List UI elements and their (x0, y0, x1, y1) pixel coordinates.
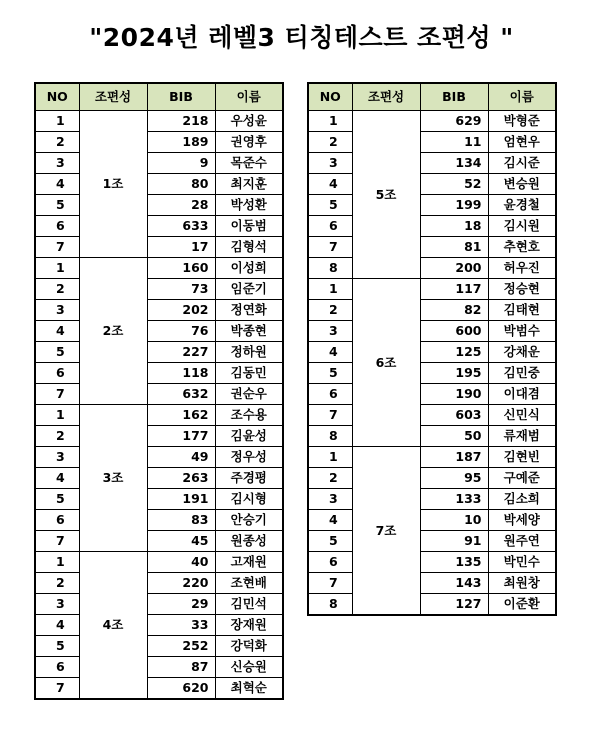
participant-name: 강덕화 (215, 636, 283, 657)
participant-name: 김민중 (488, 363, 556, 384)
header-row (308, 83, 556, 111)
header-bib: BIB (420, 83, 488, 111)
table-row (35, 447, 283, 468)
bib-number: 127 (420, 594, 488, 616)
participant-name: 박종현 (215, 321, 283, 342)
table-row (308, 237, 556, 258)
row-number: 2 (35, 426, 79, 447)
row-number: 4 (35, 321, 79, 342)
bib-number: 17 (147, 237, 215, 258)
participant-name: 원종성 (215, 531, 283, 552)
row-number: 1 (35, 405, 79, 426)
bib-number: 190 (420, 384, 488, 405)
row-number: 5 (35, 636, 79, 657)
row-number: 6 (35, 510, 79, 531)
row-number: 3 (35, 153, 79, 174)
participant-name: 주경평 (215, 468, 283, 489)
row-number: 4 (308, 174, 352, 195)
participant-name: 류재범 (488, 426, 556, 447)
bib-number: 632 (147, 384, 215, 405)
table-row (35, 552, 283, 573)
participant-name: 박범수 (488, 321, 556, 342)
bib-number: 189 (147, 132, 215, 153)
table-row (35, 216, 283, 237)
participant-name: 정우성 (215, 447, 283, 468)
table-row (35, 657, 283, 678)
row-number: 8 (308, 594, 352, 616)
group-label: 2조 (79, 258, 147, 405)
table-row (35, 636, 283, 657)
table-row (35, 132, 283, 153)
participant-name: 권영후 (215, 132, 283, 153)
table-row (35, 342, 283, 363)
row-number: 1 (35, 111, 79, 132)
table-row (308, 153, 556, 174)
table-row (308, 132, 556, 153)
row-number: 3 (308, 489, 352, 510)
row-number: 2 (35, 279, 79, 300)
participant-name: 김시원 (488, 216, 556, 237)
table-row (308, 258, 556, 279)
bib-number: 80 (147, 174, 215, 195)
bib-number: 252 (147, 636, 215, 657)
row-number: 3 (308, 321, 352, 342)
table-row (35, 489, 283, 510)
bib-number: 202 (147, 300, 215, 321)
row-number: 3 (308, 153, 352, 174)
row-number: 1 (308, 111, 352, 132)
table-row (35, 573, 283, 594)
row-number: 2 (35, 573, 79, 594)
row-number: 5 (35, 342, 79, 363)
participant-name: 변승원 (488, 174, 556, 195)
row-number: 6 (308, 216, 352, 237)
row-number: 5 (35, 489, 79, 510)
participant-name: 조수용 (215, 405, 283, 426)
header-name: 이름 (215, 83, 283, 111)
group-label: 1조 (79, 111, 147, 258)
header-no: NO (35, 83, 79, 111)
table-row (35, 237, 283, 258)
participant-name: 우성윤 (215, 111, 283, 132)
bib-number: 199 (420, 195, 488, 216)
bib-number: 95 (420, 468, 488, 489)
bib-number: 73 (147, 279, 215, 300)
row-number: 1 (308, 279, 352, 300)
bib-number: 50 (420, 426, 488, 447)
row-number: 1 (308, 447, 352, 468)
table-row (35, 531, 283, 552)
participant-name: 고재원 (215, 552, 283, 573)
participant-name: 엄현우 (488, 132, 556, 153)
row-number: 6 (308, 552, 352, 573)
bib-number: 143 (420, 573, 488, 594)
header-row (35, 83, 283, 111)
table-row (35, 321, 283, 342)
row-number: 7 (35, 678, 79, 700)
bib-number: 76 (147, 321, 215, 342)
row-number: 4 (35, 615, 79, 636)
bib-number: 118 (147, 363, 215, 384)
row-number: 4 (35, 174, 79, 195)
table-row (35, 363, 283, 384)
table-row (35, 195, 283, 216)
table-row (35, 174, 283, 195)
bib-number: 87 (147, 657, 215, 678)
participant-name: 김소희 (488, 489, 556, 510)
participant-name: 최원창 (488, 573, 556, 594)
bib-number: 160 (147, 258, 215, 279)
participant-name: 김현빈 (488, 447, 556, 468)
table-row (308, 468, 556, 489)
table-row (35, 405, 283, 426)
table-row (35, 258, 283, 279)
bib-number: 200 (420, 258, 488, 279)
row-number: 2 (35, 132, 79, 153)
table-row (308, 363, 556, 384)
page-title: "2024년 레벨3 티칭테스트 조편성 " (89, 23, 514, 52)
participant-name: 권순우 (215, 384, 283, 405)
table-row (35, 153, 283, 174)
row-number: 7 (308, 405, 352, 426)
table-row (308, 321, 556, 342)
bib-number: 33 (147, 615, 215, 636)
header-group: 조편성 (352, 83, 420, 111)
table-row (308, 342, 556, 363)
group-label: 7조 (352, 447, 420, 616)
row-number: 6 (35, 657, 79, 678)
row-number: 8 (308, 426, 352, 447)
group-label: 5조 (352, 111, 420, 279)
table-row (35, 426, 283, 447)
row-number: 5 (308, 363, 352, 384)
row-number: 6 (308, 384, 352, 405)
bib-number: 135 (420, 552, 488, 573)
participant-name: 김시형 (215, 489, 283, 510)
table-row (308, 552, 556, 573)
row-number: 7 (308, 237, 352, 258)
table-row (308, 531, 556, 552)
row-number: 2 (308, 468, 352, 489)
bib-number: 220 (147, 573, 215, 594)
row-number: 7 (35, 384, 79, 405)
participant-name: 김태현 (488, 300, 556, 321)
bib-number: 10 (420, 510, 488, 531)
participant-name: 조현배 (215, 573, 283, 594)
table-row (35, 468, 283, 489)
participant-name: 정하원 (215, 342, 283, 363)
row-number: 3 (35, 594, 79, 615)
participant-name: 원주연 (488, 531, 556, 552)
bib-number: 83 (147, 510, 215, 531)
table-row (35, 384, 283, 405)
roster-table-left (34, 82, 284, 700)
table-row (35, 615, 283, 636)
header-no: NO (308, 83, 352, 111)
row-number: 4 (308, 510, 352, 531)
table-row (308, 489, 556, 510)
table-row (308, 405, 556, 426)
participant-name: 목준수 (215, 153, 283, 174)
group-label: 4조 (79, 552, 147, 700)
bib-number: 29 (147, 594, 215, 615)
bib-number: 629 (420, 111, 488, 132)
table-row (308, 510, 556, 531)
participant-name: 박성환 (215, 195, 283, 216)
table-row (308, 426, 556, 447)
participant-name: 박민수 (488, 552, 556, 573)
participant-name: 김동민 (215, 363, 283, 384)
table-row (35, 510, 283, 531)
row-number: 4 (35, 468, 79, 489)
bib-number: 227 (147, 342, 215, 363)
roster-body (35, 111, 283, 700)
roster-body (308, 111, 556, 616)
row-number: 5 (308, 531, 352, 552)
participant-name: 추현호 (488, 237, 556, 258)
participant-name: 이대겸 (488, 384, 556, 405)
bib-number: 134 (420, 153, 488, 174)
participant-name: 김민석 (215, 594, 283, 615)
row-number: 6 (35, 363, 79, 384)
row-number: 2 (308, 300, 352, 321)
table-row (308, 573, 556, 594)
bib-number: 600 (420, 321, 488, 342)
bib-number: 633 (147, 216, 215, 237)
participant-name: 신승원 (215, 657, 283, 678)
table-row (35, 279, 283, 300)
table-row (308, 111, 556, 132)
bib-number: 11 (420, 132, 488, 153)
participant-name: 구예준 (488, 468, 556, 489)
row-number: 8 (308, 258, 352, 279)
table-row (308, 195, 556, 216)
bib-number: 162 (147, 405, 215, 426)
bib-number: 195 (420, 363, 488, 384)
bib-number: 603 (420, 405, 488, 426)
bib-number: 40 (147, 552, 215, 573)
participant-name: 강채운 (488, 342, 556, 363)
bib-number: 82 (420, 300, 488, 321)
group-label: 6조 (352, 279, 420, 447)
row-number: 6 (35, 216, 79, 237)
table-row (308, 174, 556, 195)
participant-name: 이동범 (215, 216, 283, 237)
participant-name: 김윤성 (215, 426, 283, 447)
bib-number: 81 (420, 237, 488, 258)
participant-name: 김형석 (215, 237, 283, 258)
participant-name: 임준기 (215, 279, 283, 300)
bib-number: 117 (420, 279, 488, 300)
bib-number: 263 (147, 468, 215, 489)
bib-number: 133 (420, 489, 488, 510)
bib-number: 218 (147, 111, 215, 132)
table-row (308, 279, 556, 300)
participant-name: 최지훈 (215, 174, 283, 195)
header-name: 이름 (488, 83, 556, 111)
participant-name: 최혁순 (215, 678, 283, 700)
participant-name: 김시준 (488, 153, 556, 174)
table-row (35, 111, 283, 132)
table-row (308, 594, 556, 616)
row-number: 7 (308, 573, 352, 594)
bib-number: 91 (420, 531, 488, 552)
bib-number: 18 (420, 216, 488, 237)
bib-number: 9 (147, 153, 215, 174)
row-number: 5 (35, 195, 79, 216)
table-row (35, 300, 283, 321)
row-number: 3 (35, 300, 79, 321)
table-row (308, 384, 556, 405)
header-bib: BIB (147, 83, 215, 111)
bib-number: 45 (147, 531, 215, 552)
bib-number: 187 (420, 447, 488, 468)
bib-number: 49 (147, 447, 215, 468)
bib-number: 177 (147, 426, 215, 447)
participant-name: 장재원 (215, 615, 283, 636)
participant-name: 허우진 (488, 258, 556, 279)
participant-name: 정연화 (215, 300, 283, 321)
participant-name: 윤경철 (488, 195, 556, 216)
bib-number: 52 (420, 174, 488, 195)
row-number: 3 (35, 447, 79, 468)
row-number: 1 (35, 552, 79, 573)
row-number: 5 (308, 195, 352, 216)
group-label: 3조 (79, 405, 147, 552)
bib-number: 191 (147, 489, 215, 510)
participant-name: 박세양 (488, 510, 556, 531)
roster-table-right (307, 82, 557, 616)
row-number: 7 (35, 531, 79, 552)
bib-number: 28 (147, 195, 215, 216)
row-number: 4 (308, 342, 352, 363)
row-number: 1 (35, 258, 79, 279)
table-row (308, 300, 556, 321)
participant-name: 신민식 (488, 405, 556, 426)
bib-number: 620 (147, 678, 215, 700)
table-row (35, 594, 283, 615)
table-row (308, 447, 556, 468)
participant-name: 이준환 (488, 594, 556, 616)
participant-name: 이성희 (215, 258, 283, 279)
table-row (35, 678, 283, 700)
participant-name: 정승현 (488, 279, 556, 300)
participant-name: 안승기 (215, 510, 283, 531)
table-row (308, 216, 556, 237)
header-group: 조편성 (79, 83, 147, 111)
bib-number: 125 (420, 342, 488, 363)
row-number: 2 (308, 132, 352, 153)
participant-name: 박형준 (488, 111, 556, 132)
row-number: 7 (35, 237, 79, 258)
